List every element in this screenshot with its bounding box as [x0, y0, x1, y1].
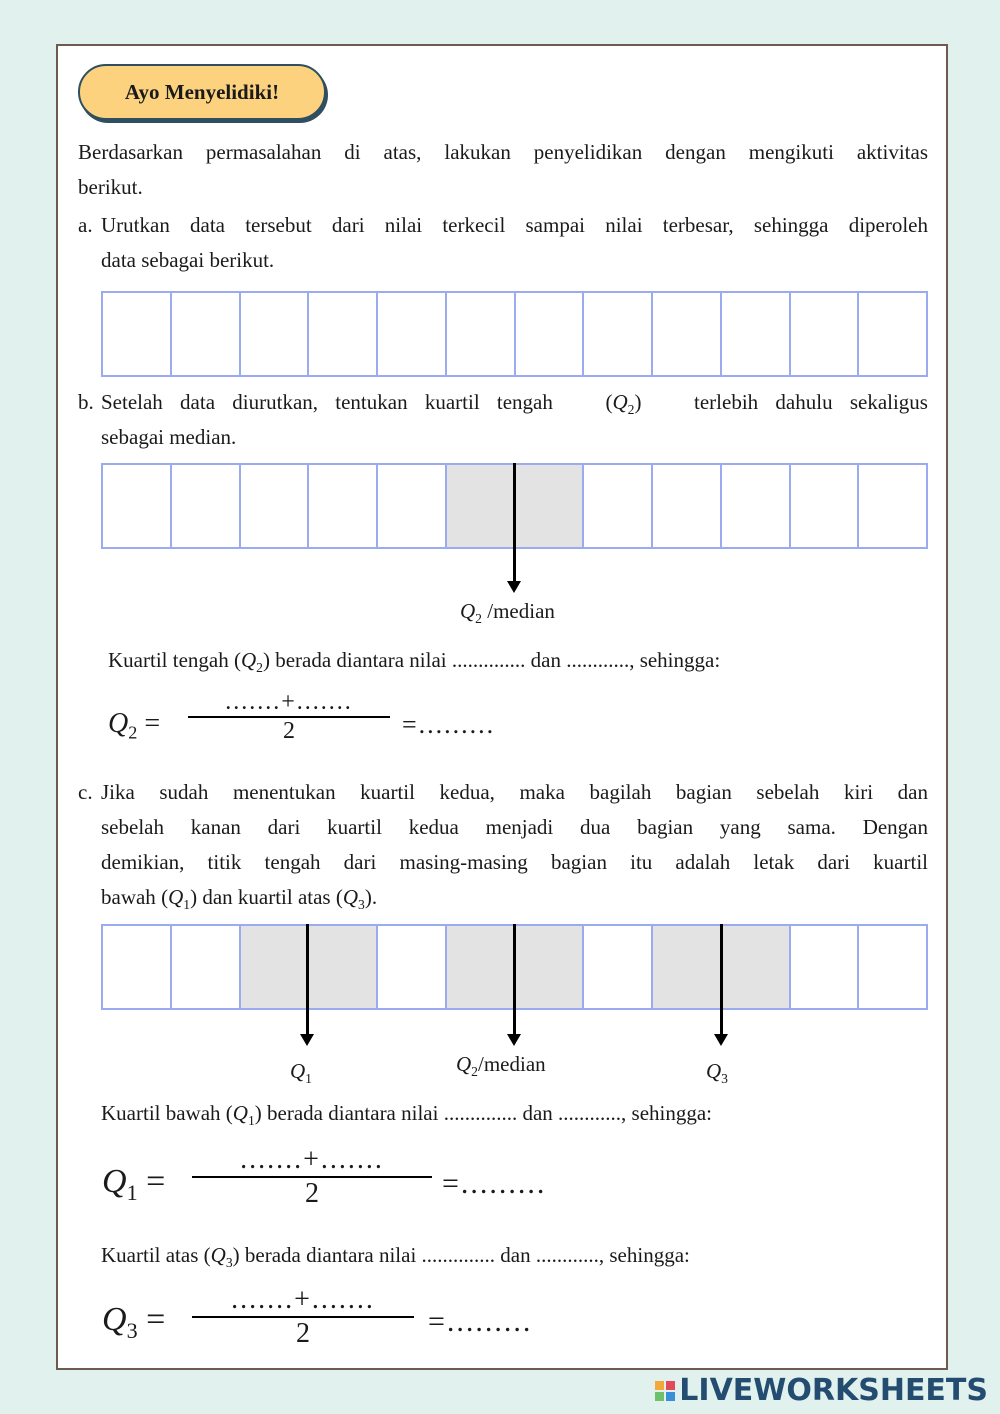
q1-arrow — [306, 924, 309, 1036]
q3-formula-result[interactable]: =......... — [428, 1305, 533, 1338]
section-b-line-1-end: terlebih dahulu sekaligus — [694, 390, 928, 414]
section-a-line-2: data sebagai berikut. — [101, 248, 275, 272]
q2-sentence: Kuartil tengah $(Q_2)$ berada diantara nilai .............. dan ............, sehingga: — [108, 648, 721, 676]
section-c-line-2: sebelah kanan dari kuartil kedua menjadi dua bagian yang sama. Dengan — [101, 815, 928, 839]
worksheet-frame — [56, 44, 948, 1370]
data-cell-q2[interactable] — [514, 926, 583, 1008]
q1-formula-result[interactable]: =......... — [442, 1167, 547, 1200]
section-c-line-3: demikian, titik tengah dari masing-masing bagian itu adalah letak dari kuartil — [101, 850, 928, 874]
q3-formula-numerator[interactable]: .......+....... — [231, 1284, 375, 1315]
q3-formula-denominator: 2 — [296, 1318, 310, 1349]
q3-sentence: Kuartil atas $(Q_3)$ berada diantara nilai .............. dan ............, sehingga: — [101, 1243, 690, 1271]
data-cell[interactable] — [239, 465, 308, 547]
data-cell[interactable] — [307, 465, 376, 547]
data-cell[interactable] — [376, 293, 445, 375]
q1-formula-denominator: 2 — [305, 1178, 319, 1209]
intro-line-1: Berdasarkan permasalahan di atas, lakukan penyelidikan dengan mengikuti aktivitas — [78, 140, 928, 164]
section-c-line-4: bawah $(Q_1)$ dan kuartil atas $(Q_3)$. — [101, 885, 378, 913]
q1-formula-numerator[interactable]: .......+....... — [240, 1144, 384, 1175]
data-cell[interactable] — [514, 293, 583, 375]
data-cell[interactable] — [582, 926, 651, 1008]
data-cell[interactable] — [170, 293, 239, 375]
section-c-line-1: Jika sudah menentukan kuartil kedua, maka bagilah bagian sebelah kiri dan — [101, 780, 928, 804]
liveworksheets-icon — [655, 1381, 675, 1401]
intro-line-2: berikut. — [78, 175, 143, 199]
data-cell[interactable] — [789, 465, 858, 547]
data-cell[interactable] — [857, 293, 926, 375]
section-b-line-1-start: Setelah data diurutkan, tentukan kuartil tengah — [101, 390, 553, 414]
data-cell[interactable] — [376, 926, 445, 1008]
q3-formula-lhs: $Q_3$ = — [102, 1301, 166, 1343]
section-a-label: a. — [78, 213, 93, 237]
data-cell[interactable] — [651, 293, 720, 375]
q2-formula-denominator: 2 — [283, 718, 295, 744]
data-cell[interactable] — [582, 465, 651, 547]
data-cell[interactable] — [103, 926, 170, 1008]
data-cell[interactable] — [103, 465, 170, 547]
q1-formula-fraction — [192, 1144, 432, 1210]
data-cell[interactable] — [376, 465, 445, 547]
data-cell[interactable] — [582, 293, 651, 375]
q2-symbol: $(Q_2)$ — [605, 390, 642, 418]
q2-formula-numerator[interactable]: .......+....... — [225, 689, 353, 715]
q2-formula-result[interactable]: =......... — [402, 710, 496, 739]
data-cell[interactable] — [720, 293, 789, 375]
data-cell-q3[interactable] — [720, 926, 789, 1008]
brand-name: LIVEWORKSHEETS — [679, 1373, 988, 1408]
data-cell[interactable] — [307, 293, 376, 375]
q2-formula-lhs: $Q_2$ = — [108, 708, 161, 743]
data-cell[interactable] — [857, 465, 926, 547]
section-badge-label: Ayo Menyelidiki! — [124, 79, 280, 104]
q3-formula-fraction — [192, 1284, 414, 1350]
data-cell-median[interactable] — [514, 465, 583, 547]
data-cell[interactable] — [789, 926, 858, 1008]
q1-label: $Q_1$ — [290, 1059, 312, 1087]
section-badge — [78, 64, 326, 120]
data-cell[interactable] — [857, 926, 926, 1008]
data-cell[interactable] — [720, 465, 789, 547]
data-cell[interactable] — [170, 926, 239, 1008]
q2-formula-fraction — [188, 689, 390, 745]
data-cell-q1[interactable] — [239, 926, 308, 1008]
data-cell-q1[interactable] — [307, 926, 376, 1008]
q1-formula-lhs: $Q_1$ = — [102, 1163, 166, 1205]
q2-median-label: $Q_2$ /median — [460, 599, 555, 627]
data-cell[interactable] — [103, 293, 170, 375]
q2-arrow — [513, 924, 516, 1036]
sorted-data-row — [101, 291, 928, 377]
section-a-line-1: Urutkan data tersebut dari nilai terkecil sampai nilai terbesar, sehingga diperoleh — [101, 213, 928, 237]
q1-sentence: Kuartil bawah $(Q_1)$ berada diantara nilai .............. dan ............, sehingga: — [101, 1101, 713, 1129]
q2-arrow — [513, 463, 516, 583]
data-cell[interactable] — [239, 293, 308, 375]
data-cell[interactable] — [170, 465, 239, 547]
data-cell[interactable] — [789, 293, 858, 375]
q3-arrow — [720, 924, 723, 1036]
data-cell-q2[interactable] — [445, 926, 514, 1008]
section-b-label: b. — [78, 390, 94, 414]
section-c-label: c. — [78, 780, 93, 804]
data-cell-q3[interactable] — [651, 926, 720, 1008]
q2-median-label: $Q_2$/median — [456, 1052, 546, 1080]
data-cell-median[interactable] — [445, 465, 514, 547]
data-cell[interactable] — [445, 293, 514, 375]
data-cell[interactable] — [651, 465, 720, 547]
q3-label: $Q_3$ — [706, 1059, 728, 1087]
liveworksheets-logo — [655, 1373, 988, 1408]
section-b-line-2: sebagai median. — [101, 425, 237, 449]
